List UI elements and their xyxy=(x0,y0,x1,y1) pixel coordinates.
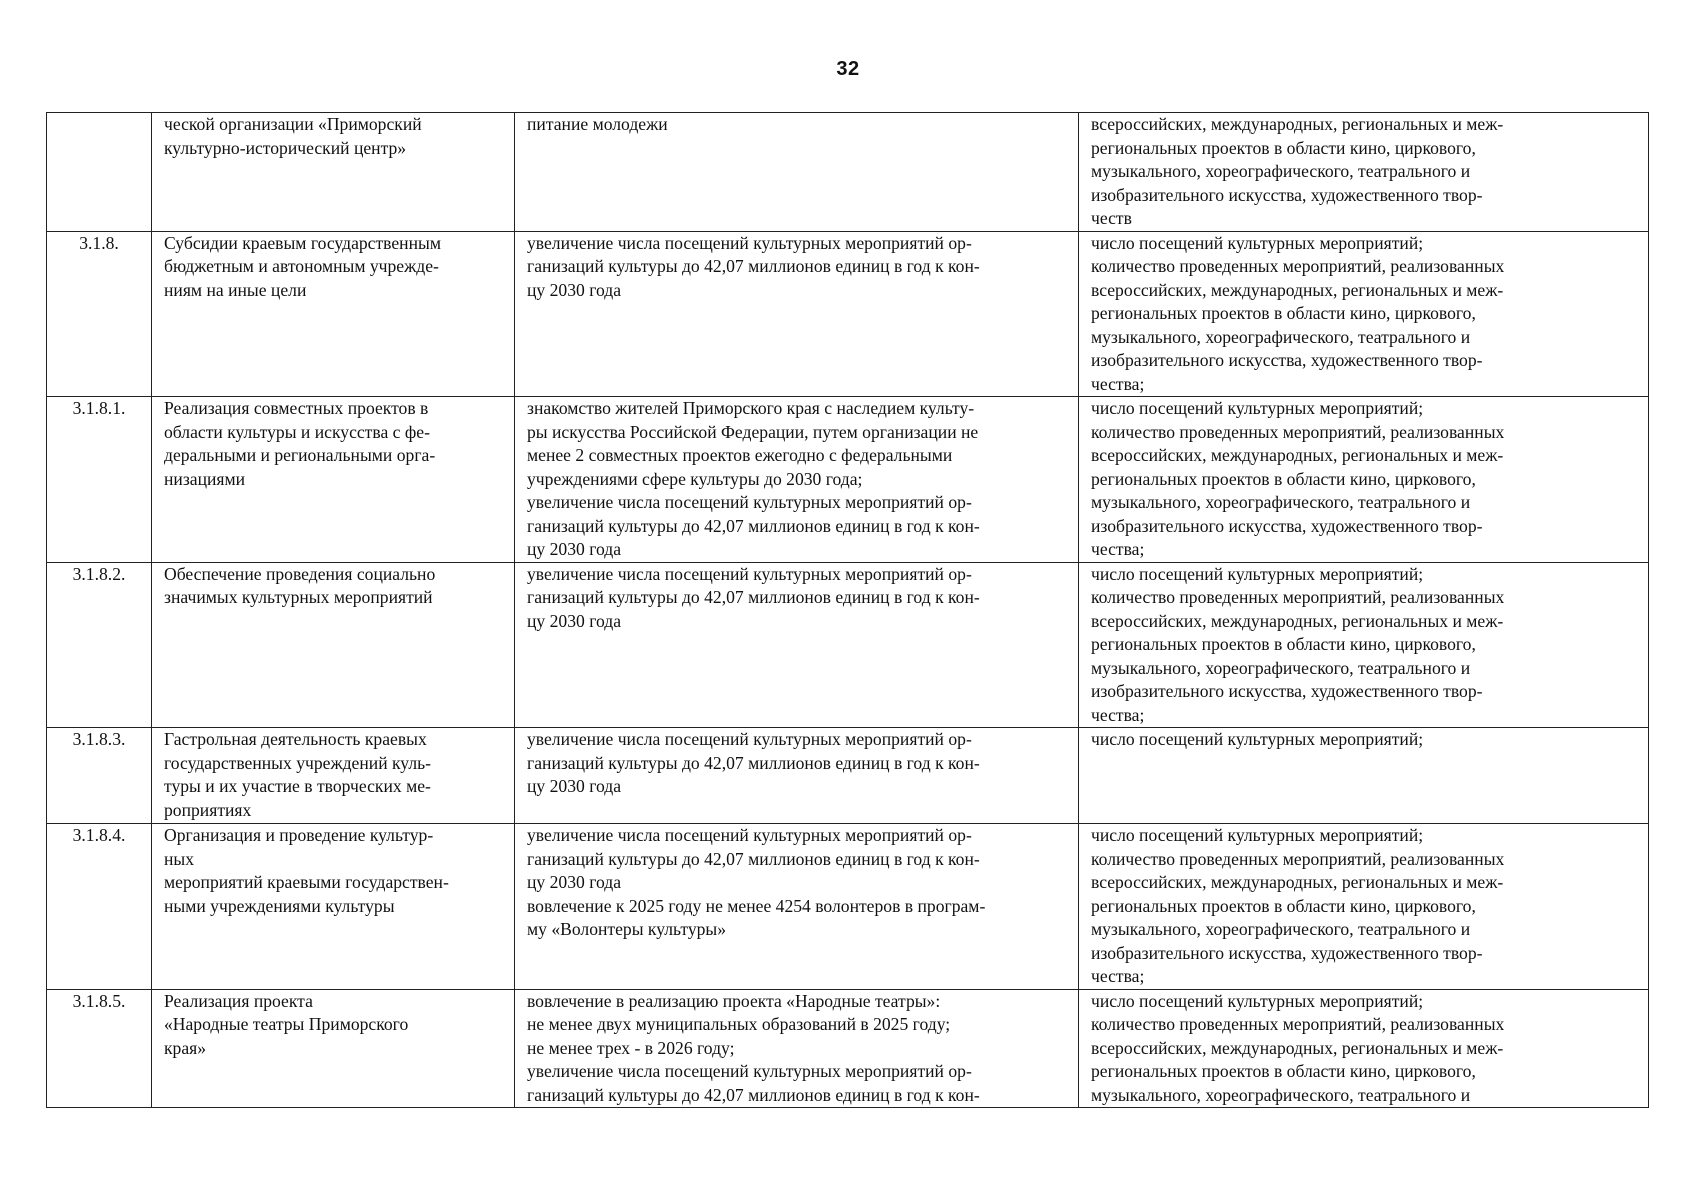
cell-text-line: чества; xyxy=(1091,539,1145,559)
cell-text-line: число посещений культурных мероприятий; xyxy=(1091,825,1424,845)
cell-text-line: цу 2030 года xyxy=(527,279,622,300)
cell-text-line: Реализация проекта xyxy=(164,990,313,1011)
cell-text-line: значимых культурных мероприятий xyxy=(164,587,433,607)
measure-number-cell xyxy=(47,113,152,232)
cell-text-line: цу 2030 года xyxy=(527,872,622,892)
cell-text-line: ганизаций культуры до 42,07 миллионов единиц в год к кон- xyxy=(527,848,980,869)
indicators-cell xyxy=(1079,824,1649,990)
cell-text-line: число посещений культурных мероприятий; xyxy=(1091,398,1424,418)
expected-result-cell xyxy=(515,989,1079,1108)
cell-text-line: деральными и региональными орга- xyxy=(164,445,436,465)
cell-text-line: музыкального, хореографического, театрального и xyxy=(1091,657,1471,678)
cell-text-line: ными учреждениями культуры xyxy=(164,895,395,916)
cell-text-line: бюджетным и автономным учрежде- xyxy=(164,256,439,276)
cell-text-line: региональных проектов в области кино, циркового, xyxy=(1091,468,1476,489)
cell-text-line: ных xyxy=(164,848,195,869)
cell-text-line: низациями xyxy=(164,468,246,489)
cell-text-line: всероссийских, международных, региональных и меж- xyxy=(1091,872,1504,892)
cell-text-line: изобразительного искусства, художественного твор- xyxy=(1091,515,1483,536)
cell-text-line: чества; xyxy=(1091,373,1145,394)
cell-text-line: не менее трех - в 2026 году; xyxy=(527,1037,735,1058)
measure-name-cell xyxy=(152,562,515,728)
measure-name-cell xyxy=(152,989,515,1108)
cell-text-line: мероприятий краевыми государствен- xyxy=(164,872,449,892)
table-row xyxy=(47,728,1649,824)
indicators-cell xyxy=(1079,562,1649,728)
cell-text-line: цу 2030 года xyxy=(527,776,622,796)
cell-text-line: увеличение числа посещений культурных мероприятий ор- xyxy=(527,563,972,584)
cell-text-line: изобразительного искусства, художественного твор- xyxy=(1091,681,1483,701)
measure-name-cell xyxy=(152,824,515,990)
cell-text-line: ганизаций культуры до 42,07 миллионов единиц в год к кон- xyxy=(527,515,980,536)
cell-text-line: Субсидии краевым государственным xyxy=(164,232,441,253)
cell-text-line: чества; xyxy=(1091,704,1145,725)
cell-text-line: знакомство жителей Приморского края с наследием культу- xyxy=(527,398,975,418)
measure-number-cell xyxy=(47,397,152,563)
cell-text-line: честв xyxy=(1091,208,1132,228)
table-body xyxy=(47,113,1649,1108)
cell-text-line: му «Волонтеры культуры» xyxy=(527,919,727,939)
expected-result-cell xyxy=(515,397,1079,563)
cell-text-line: цу 2030 года xyxy=(527,610,622,631)
cell-text-line: вовлечение в реализацию проекта «Народные театры»: xyxy=(527,990,941,1011)
measure-name-cell xyxy=(152,397,515,563)
cell-text-line: региональных проектов в области кино, циркового, xyxy=(1091,895,1476,916)
cell-text-line: роприятиях xyxy=(164,799,252,820)
measures-table xyxy=(46,112,1649,1108)
table-row xyxy=(47,397,1649,563)
cell-text-line: увеличение числа посещений культурных мероприятий ор- xyxy=(527,729,972,749)
cell-text-line: культурно-исторический центр» xyxy=(164,137,407,158)
cell-text-line: всероссийских, международных, региональных и меж- xyxy=(1091,114,1504,134)
cell-text-line: музыкального, хореографического, театрального и xyxy=(1091,1084,1471,1105)
cell-text-line: музыкального, хореографического, театрального и xyxy=(1091,919,1471,939)
cell-text-line: региональных проектов в области кино, циркового, xyxy=(1091,1061,1476,1081)
cell-text-line: число посещений культурных мероприятий; xyxy=(1091,729,1424,749)
cell-text-line: Гастрольная деятельность краевых xyxy=(164,729,427,749)
cell-text-line: изобразительного искусства, художественного твор- xyxy=(1091,350,1483,370)
cell-text-line: региональных проектов в области кино, циркового, xyxy=(1091,137,1476,158)
expected-result-cell xyxy=(515,113,1079,232)
cell-text-line: «Народные театры Приморского xyxy=(164,1014,409,1034)
cell-text-line: Реализация совместных проектов в xyxy=(164,398,429,418)
cell-text-line: Организация и проведение культур- xyxy=(164,825,434,845)
measure-number-cell xyxy=(47,728,152,824)
cell-text-line: всероссийских, международных, региональных и меж- xyxy=(1091,610,1504,631)
expected-result-cell xyxy=(515,231,1079,397)
expected-result-cell xyxy=(515,824,1079,990)
measure-number-cell xyxy=(47,562,152,728)
indicators-cell xyxy=(1079,231,1649,397)
cell-text: 3.1.8.4. xyxy=(72,825,126,845)
table-row xyxy=(47,231,1649,397)
measure-number-cell xyxy=(47,231,152,397)
cell-text: 3.1.8.5. xyxy=(72,990,126,1011)
cell-text-line: увеличение числа посещений культурных мероприятий ор- xyxy=(527,825,972,845)
cell-text-line: число посещений культурных мероприятий; xyxy=(1091,990,1424,1011)
cell-text-line: не менее двух муниципальных образований в 2025 году; xyxy=(527,1014,951,1034)
cell-text-line: ниям на иные цели xyxy=(164,279,307,300)
cell-text-line: государственных учреждений куль- xyxy=(164,752,431,773)
expected-result-cell xyxy=(515,562,1079,728)
cell-text-line: всероссийских, международных, региональных и меж- xyxy=(1091,445,1504,465)
cell-text-line: Обеспечение проведения социально xyxy=(164,563,436,584)
cell-text-line: питание молодежи xyxy=(527,114,668,134)
indicators-cell xyxy=(1079,397,1649,563)
cell-text-line: региональных проектов в области кино, циркового, xyxy=(1091,303,1476,323)
cell-text-line: увеличение числа посещений культурных мероприятий ор- xyxy=(527,1061,972,1081)
cell-text-line: число посещений культурных мероприятий; xyxy=(1091,232,1424,253)
cell-text-line: количество проведенных мероприятий, реализованных xyxy=(1091,1014,1505,1034)
cell-text-line: области культуры и искусства с фе- xyxy=(164,421,430,442)
measure-name-cell xyxy=(152,231,515,397)
measure-name-cell xyxy=(152,728,515,824)
cell-text-line: региональных проектов в области кино, циркового, xyxy=(1091,634,1476,654)
cell-text: 3.1.8.3. xyxy=(72,729,126,749)
table-row xyxy=(47,562,1649,728)
cell-text-line: увеличение числа посещений культурных мероприятий ор- xyxy=(527,492,972,512)
table-row xyxy=(47,824,1649,990)
cell-text-line: ганизаций культуры до 42,07 миллионов единиц в год к кон- xyxy=(527,1084,980,1105)
cell-text-line: ганизаций культуры до 42,07 миллионов единиц в год к кон- xyxy=(527,587,980,607)
cell-text-line: края» xyxy=(164,1037,207,1058)
indicators-cell xyxy=(1079,989,1649,1108)
cell-text-line: количество проведенных мероприятий, реализованных xyxy=(1091,421,1505,442)
indicators-cell xyxy=(1079,728,1649,824)
cell-text-line: менее 2 совместных проектов ежегодно с федеральными xyxy=(527,445,953,465)
indicators-cell xyxy=(1079,113,1649,232)
table-row xyxy=(47,989,1649,1108)
cell-text-line: изобразительного искусства, художественного твор- xyxy=(1091,184,1483,205)
cell-text-line: всероссийских, международных, региональных и меж- xyxy=(1091,1037,1504,1058)
cell-text-line: количество проведенных мероприятий, реализованных xyxy=(1091,587,1505,607)
measure-number-cell xyxy=(47,989,152,1108)
measure-name-cell xyxy=(152,113,515,232)
cell-text-line: ческой организации «Приморский xyxy=(164,114,422,134)
cell-text-line: количество проведенных мероприятий, реализованных xyxy=(1091,256,1505,276)
cell-text: 3.1.8. xyxy=(79,232,119,253)
cell-text-line: музыкального, хореографического, театрального и xyxy=(1091,326,1471,347)
table-row xyxy=(47,113,1649,232)
measure-number-cell xyxy=(47,824,152,990)
cell-text-line: туры и их участие в творческих ме- xyxy=(164,776,431,796)
cell-text-line: увеличение числа посещений культурных мероприятий ор- xyxy=(527,232,972,253)
cell-text-line: всероссийских, международных, региональных и меж- xyxy=(1091,279,1504,300)
cell-text-line: чества; xyxy=(1091,966,1145,986)
cell-text-line: музыкального, хореографического, театрального и xyxy=(1091,492,1471,512)
cell-text-line: изобразительного искусства, художественного твор- xyxy=(1091,942,1483,963)
cell-text-line: число посещений культурных мероприятий; xyxy=(1091,563,1424,584)
cell-text: 3.1.8.1. xyxy=(72,398,126,418)
cell-text-line: цу 2030 года xyxy=(527,539,622,559)
page-number: 32 xyxy=(836,58,860,80)
cell-text-line: ганизаций культуры до 42,07 миллионов единиц в год к кон- xyxy=(527,256,980,276)
cell-text-line: учреждениями сфере культуры до 2030 года; xyxy=(527,468,863,489)
cell-text-line: ганизаций культуры до 42,07 миллионов единиц в год к кон- xyxy=(527,752,980,773)
cell-text-line: музыкального, хореографического, театрального и xyxy=(1091,161,1471,181)
cell-text-line: количество проведенных мероприятий, реализованных xyxy=(1091,848,1505,869)
cell-text-line: вовлечение к 2025 году не менее 4254 волонтеров в програм- xyxy=(527,895,986,916)
cell-text-line: ры искусства Российской Федерации, путем организации не xyxy=(527,421,979,442)
cell-text: 3.1.8.2. xyxy=(72,563,126,584)
expected-result-cell xyxy=(515,728,1079,824)
